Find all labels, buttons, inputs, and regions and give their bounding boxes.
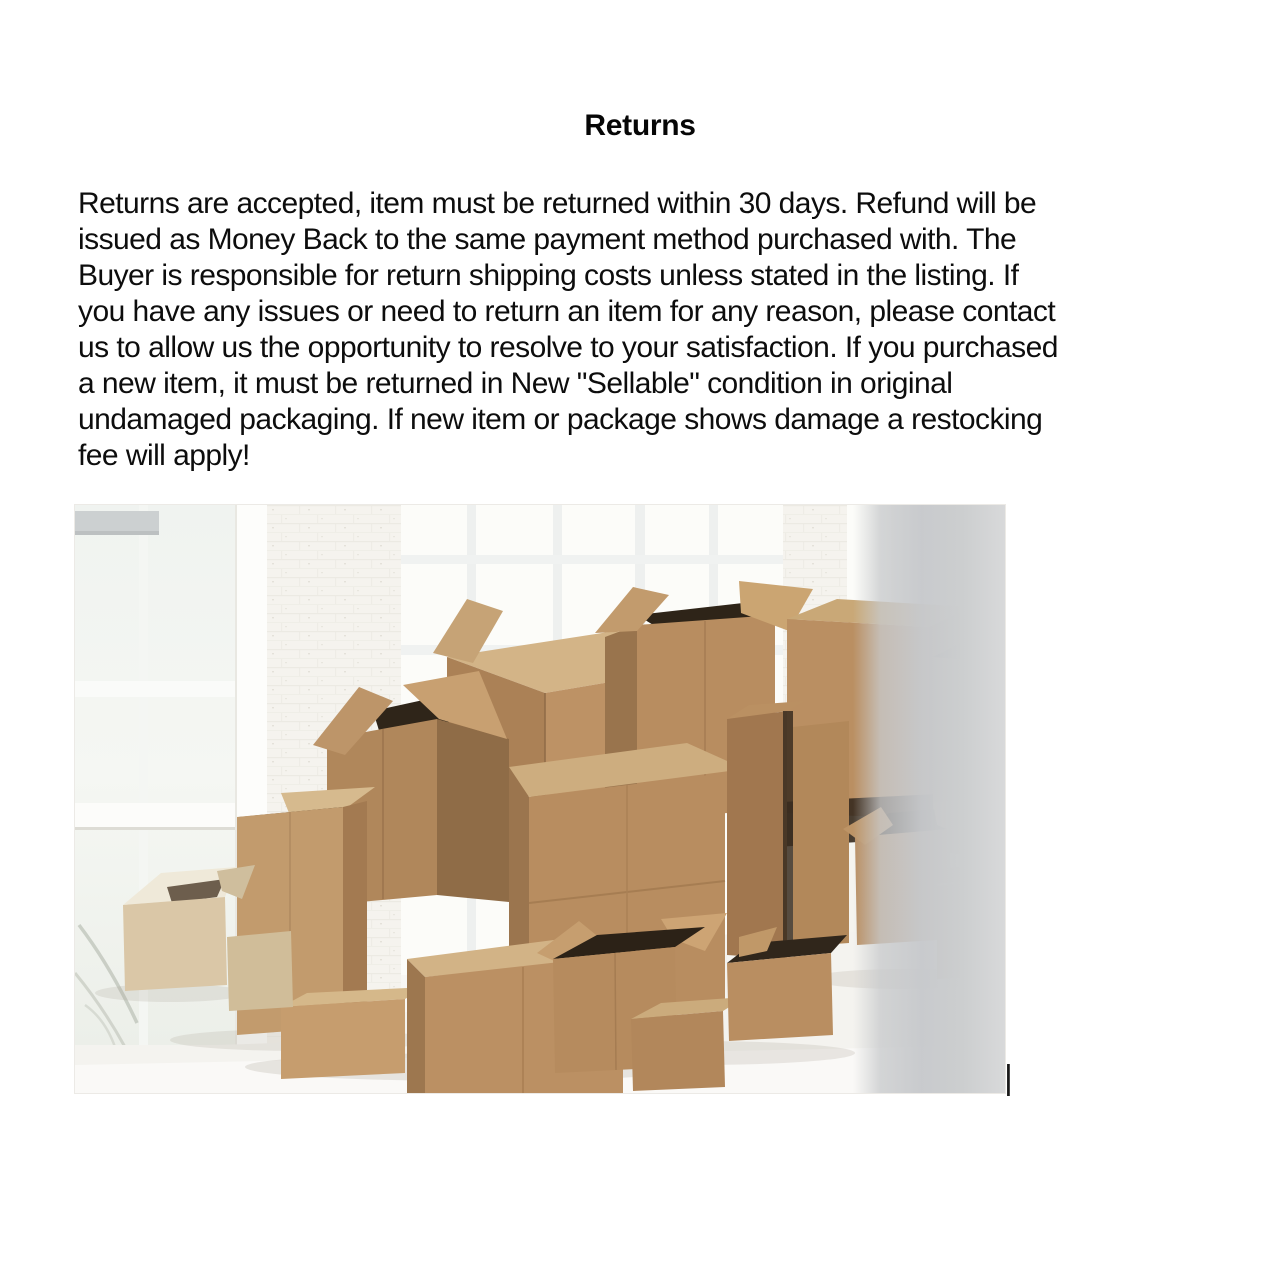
blurred-foreground-wall bbox=[853, 505, 1005, 1093]
policy-line: Returns are accepted, item must be returned within 30 days. Refund will be bbox=[78, 187, 1037, 220]
policy-line: Buyer is responsible for return shipping costs unless stated in the listing. If bbox=[78, 259, 1019, 292]
page-title: Returns bbox=[584, 109, 696, 142]
boxes-photo bbox=[75, 505, 1005, 1093]
policy-line: us to allow us the opportunity to resolve to your satisfaction. If you purchased bbox=[78, 331, 1058, 364]
returns-policy-text bbox=[78, 186, 1058, 474]
text-cursor-artifact: | bbox=[1004, 1059, 1013, 1097]
cardboard-box-mid-open bbox=[727, 927, 847, 1041]
cardboard-box-slim-2 bbox=[793, 721, 849, 947]
boxes-photo-illustration bbox=[75, 505, 1005, 1093]
policy-line: issued as Money Back to the same payment method purchased with. The bbox=[78, 223, 1017, 256]
shadow-gap bbox=[783, 711, 793, 953]
policy-line: you have any issues or need to return an item for any reason, please contact bbox=[78, 295, 1056, 328]
policy-line: a new item, it must be returned in New "Sellable" condition in original bbox=[78, 367, 953, 400]
policy-line: undamaged packaging. If new item or package shows damage a restocking bbox=[78, 403, 1043, 436]
policy-line: fee will apply! bbox=[78, 439, 250, 472]
